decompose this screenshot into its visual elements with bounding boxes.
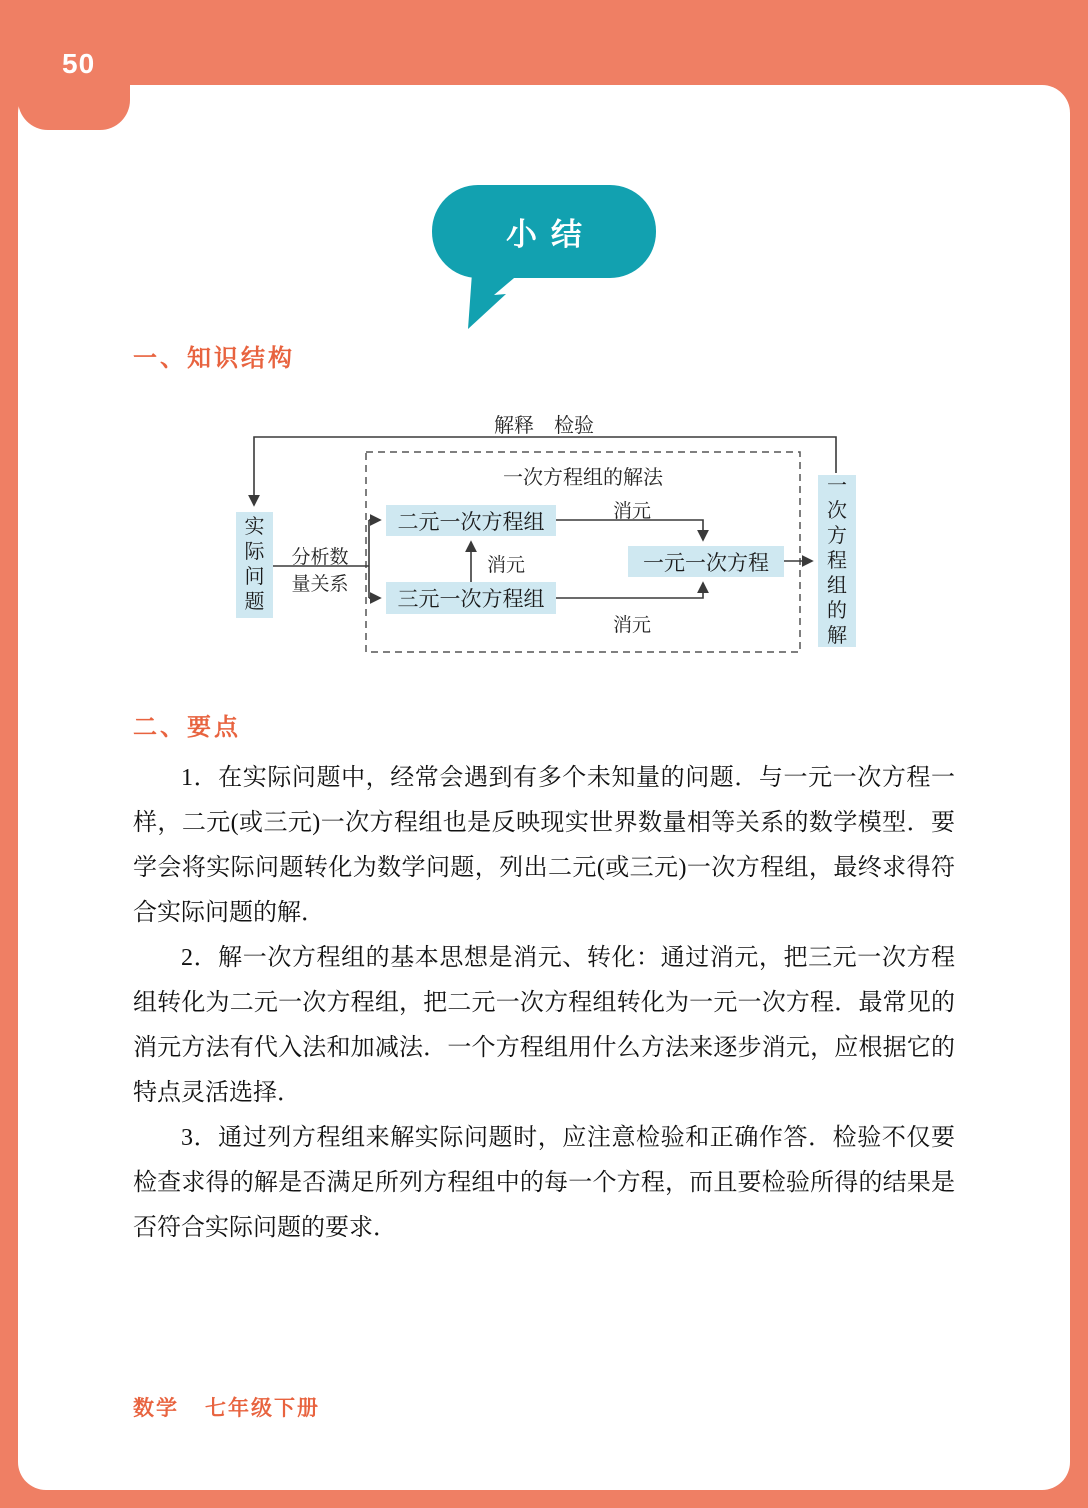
eliminate-label-top: 消元 [612,501,651,522]
two-var-system-box: 二元一次方程组 [386,505,556,536]
feedback-label: 解释 检验 [494,415,594,437]
key-point-paragraph-2: 2．解一次方程组的基本思想是消元、转化：通过消元，把三元一次方程组转化为二元一次方程组，把二元一次方程组转化为一元一次方程．最常见的消元方法有代入法和加减法．一个方程组用什么方法来逐步消元，应根据它的特点灵活选择． [133,945,955,1106]
analyze-label-line2: 量关系 [291,574,349,595]
content-card [18,85,1070,1490]
three-var-system-box: 三元一次方程组 [386,582,556,614]
eliminate-label-mid: 消元 [486,555,525,576]
key-point-paragraph-3: 3．通过列方程组来解实际问题时，应注意检验和正确作答．检验不仅要检查求得的解是否满足所列方程组中的每一个方程，而且要检验所得的结果是否符合实际问题的要求． [133,1125,955,1241]
solver-box-title: 一次方程组的解法 [503,467,663,489]
page-footer [133,1392,346,1422]
summary-bubble-shape [432,185,656,278]
one-var-equation-box: 一元一次方程 [628,546,784,577]
corner-tab [18,84,130,130]
analyze-label-line1: 分析数 [291,547,349,568]
footer-subject: 数学 [133,1397,179,1420]
key-point-paragraph-1: 1．在实际问题中，经常会遇到有多个未知量的问题．与一元一次方程一样，二元(或三元)一次方程组也是反映现实世界数量相等关系的数学模型．要学会将实际问题转化为数学问题，列出二元(或三元)一次方程组，最终求得符合实际问题的解． [133,765,955,926]
summary-bubble-label: 小结 [506,217,596,252]
knowledge-diagram [120,405,880,665]
bubble-tail-icon [462,273,526,333]
page-number: 50 [62,48,96,79]
section-title-key-points: 二、要点 [133,714,241,741]
eliminate-label-bottom: 消元 [612,615,651,636]
practical-problem-box: 实际问题 [236,512,273,618]
section-title-knowledge-structure: 一、知识结构 [133,345,295,372]
solution-box: 一次方程组的解 [818,475,856,647]
key-points-text [133,756,955,1251]
footer-grade: 七年级下册 [205,1397,320,1420]
summary-bubble [432,185,656,278]
